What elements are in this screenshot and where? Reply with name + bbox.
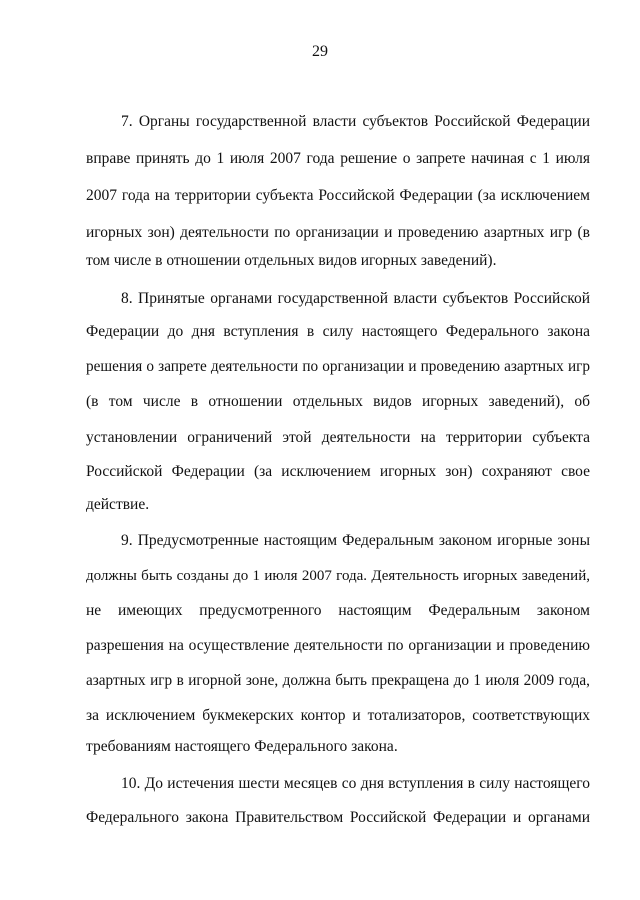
paragraph-9-line: должны быть созданы до 1 июля 2007 года. Деятельность игорных заведений, [86,568,590,584]
paragraph-7-line: игорных зон) деятельности по организации и проведению азартных игр (в [86,224,590,241]
paragraph-9-line: 9. Предусмотренные настоящим Федеральным законом игорные зоны [121,532,590,549]
paragraph-7-line: 2007 года на территории субъекта Российской Федерации (за исключением [86,187,590,204]
paragraph-7-line: том числе в отношении отдельных видов игорных заведений). [86,252,497,269]
paragraph-8-line: установлении ограничений этой деятельности на территории субъекта [86,429,590,446]
paragraph-8-line: решения о запрете деятельности по организации и проведению азартных игр [86,358,590,375]
paragraph-8-line: Российской Федерации (за исключением игорных зон) сохраняют свое [86,463,590,480]
paragraph-8-line: 8. Принятые органами государственной власти субъектов Российской [121,290,590,307]
paragraph-9-line: за исключением букмекерских контор и тотализаторов, соответствующих [86,707,590,724]
page-number: 29 [312,43,328,60]
paragraph-9-line: не имеющих предусмотренного настоящим Федеральным законом [86,602,590,619]
paragraph-8-line: действие. [86,496,150,513]
paragraph-7-line: вправе принять до 1 июля 2007 года решение о запрете начиная с 1 июля [86,150,590,167]
paragraph-9-line: требованиям настоящего Федерального закона. [86,738,398,755]
paragraph-8-line: Федерации до дня вступления в силу настоящего Федерального закона [86,323,590,340]
paragraph-8-line: (в том числе в отношении отдельных видов игорных заведений), об [86,393,590,410]
paragraph-7-line: 7. Органы государственной власти субъектов Российской Федерации [121,113,590,130]
paragraph-10-line: Федерального закона Правительством Российской Федерации и органами [86,809,590,826]
paragraph-9-line: азартных игр в игорной зоне, должна быть прекращена до 1 июля 2009 года, [86,672,590,689]
paragraph-10-line: 10. До истечения шести месяцев со дня вступления в силу настоящего [121,775,590,792]
paragraph-9-line: разрешения на осуществление деятельности по организации и проведению [86,637,590,654]
